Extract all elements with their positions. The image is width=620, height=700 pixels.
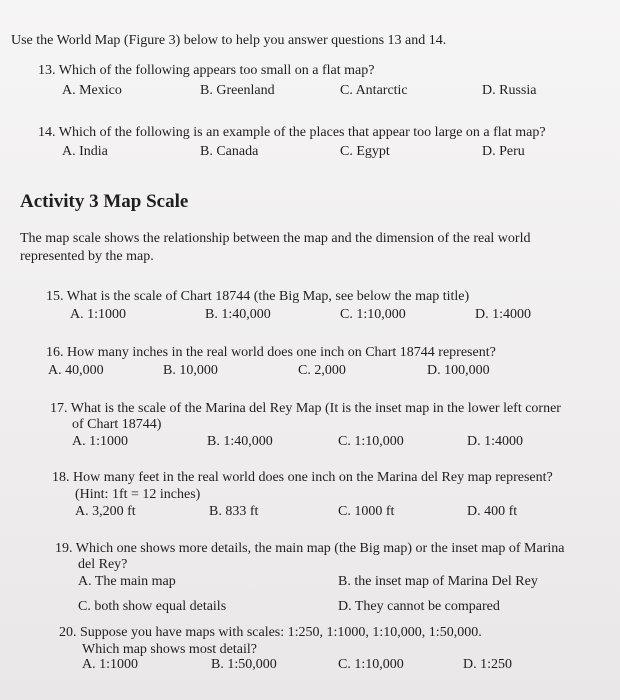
q14-option-c: C. Egypt [340,144,390,159]
q18-option-b: B. 833 ft [209,504,259,519]
q16-option-c: C. 2,000 [298,363,346,378]
q19-option-a: A. The main map [78,574,176,589]
q17-option-d: D. 1:4000 [467,434,523,449]
q15-option-c: C. 1:10,000 [340,307,406,322]
q18-option-c: C. 1000 ft [338,504,395,519]
q14-option-d: D. Peru [482,144,525,159]
q15-option-b: B. 1:40,000 [205,307,271,322]
intro-text: Use the World Map (Figure 3) below to help you answer questions 13 and 14. [11,33,447,48]
question-16: 16. How many inches in the real world does one inch on Chart 18744 represent? [46,345,496,360]
q17-option-a: A. 1:1000 [72,434,128,449]
q20-option-d: D. 1:250 [463,657,512,672]
question-14: 14. Which of the following is an example of the places that appear too large on a flat map? [38,125,546,140]
q19-option-b: B. the inset map of Marina Del Rey [338,574,538,589]
question-19-line2: del Rey? [78,557,128,572]
q17-option-b: B. 1:40,000 [207,434,273,449]
question-20-line1: 20. Suppose you have maps with scales: 1:250, 1:1000, 1:10,000, 1:50,000. [59,625,482,640]
q16-option-d: D. 100,000 [427,363,490,378]
q17-option-c: C. 1:10,000 [338,434,404,449]
activity-heading: Activity 3 Map Scale [20,191,189,212]
q14-option-b: B. Canada [200,144,259,159]
q13-option-d: D. Russia [482,83,537,98]
question-18-line1: 18. How many feet in the real world does one inch on the Marina del Rey map represent? [52,470,553,485]
question-15: 15. What is the scale of Chart 18744 (the Big Map, see below the map title) [46,289,470,304]
activity-description-line2: represented by the map. [20,249,154,264]
q13-option-c: C. Antarctic [340,83,408,98]
q16-option-a: A. 40,000 [48,363,104,378]
question-17-line2: of Chart 18744) [72,417,162,432]
q18-option-a: A. 3,200 ft [75,504,136,519]
q15-option-a: A. 1:1000 [70,307,126,322]
question-17-line1: 17. What is the scale of the Marina del Rey Map (It is the inset map in the lower left corner [50,401,561,416]
q16-option-b: B. 10,000 [163,363,218,378]
q20-option-a: A. 1:1000 [82,657,138,672]
q13-option-a: A. Mexico [62,83,122,98]
q15-option-d: D. 1:4000 [475,307,531,322]
q14-option-a: A. India [62,144,108,159]
q13-option-b: B. Greenland [200,83,275,98]
q20-option-c: C. 1:10,000 [338,657,404,672]
activity-description-line1: The map scale shows the relationship between the map and the dimension of the real world [20,231,531,246]
q20-option-b: B. 1:50,000 [211,657,277,672]
question-13: 13. Which of the following appears too small on a flat map? [38,63,375,78]
question-19-line1: 19. Which one shows more details, the main map (the Big map) or the inset map of Marina [55,541,565,556]
q19-option-c: C. both show equal details [78,599,227,614]
question-18-line2: (Hint: 1ft = 12 inches) [75,487,201,502]
question-20-line2: Which map shows most detail? [82,642,257,657]
q18-option-d: D. 400 ft [467,504,518,519]
q19-option-d: D. They cannot be compared [338,599,500,614]
